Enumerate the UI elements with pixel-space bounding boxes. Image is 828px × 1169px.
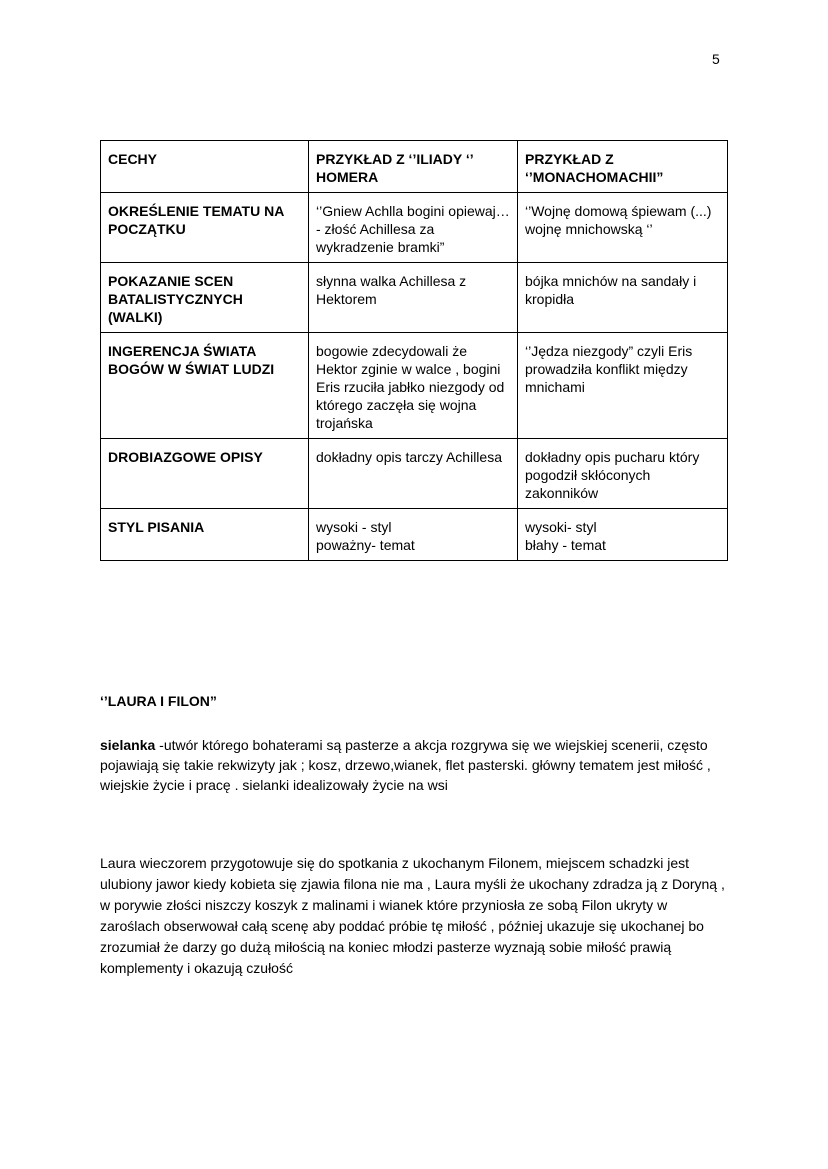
table-row xyxy=(101,263,728,333)
table-header-row xyxy=(101,141,728,193)
feature-cell: POKAZANIE SCEN BATALISTYCZNYCH (WALKI) xyxy=(101,263,309,333)
header-cell-iliad: PRZYKŁAD Z ‘’ILIADY ‘’ HOMERA xyxy=(309,141,518,193)
definition-text: -utwór którego bohaterami są pasterze a akcja rozgrywa się we wiejskiej scenerii, często pojawiają się takie rekwizyty jak ; kosz, drzewo,wianek, flet pasterski. główny tematem jest miłość , wiejskie życie i pracę . sielanki idealizowały życie na wsi xyxy=(100,737,711,793)
feature-cell: INGERENCJA ŚWIATA BOGÓW W ŚWIAT LUDZI xyxy=(101,333,309,439)
monachomachia-example-cell: ‘’Jędza niezgody” czyli Eris prowadziła konflikt między mnichami xyxy=(518,333,728,439)
page-number: 5 xyxy=(712,51,720,67)
monachomachia-example-cell: dokładny opis pucharu który pogodził skłóconych zakonników xyxy=(518,439,728,509)
feature-cell: STYL PISANIA xyxy=(101,509,309,561)
feature-cell: DROBIAZGOWE OPISY xyxy=(101,439,309,509)
iliad-example-cell: bogowie zdecydowali że Hektor zginie w walce , bogini Eris rzuciła jabłko niezgody od którego zaczęła się wojna trojańska xyxy=(309,333,518,439)
theme-line: poważny- temat xyxy=(316,537,415,553)
header-cell-monachomachia: PRZYKŁAD Z ‘’MONACHOMACHII” xyxy=(518,141,728,193)
theme-line: błahy - temat xyxy=(525,537,606,553)
monachomachia-example-cell: bójka mnichów na sandały i kropidła xyxy=(518,263,728,333)
iliad-example-cell: ‘’Gniew Achlla bogini opiewaj… - złość Achillesa za wykradzenie bramki” xyxy=(309,193,518,263)
monachomachia-example-cell: ‘’Wojnę domową śpiewam (...) wojnę mnichowską ‘’ xyxy=(518,193,728,263)
comparison-table xyxy=(100,140,728,561)
definition-paragraph xyxy=(100,735,730,795)
style-line: wysoki- styl xyxy=(525,519,597,535)
table-row xyxy=(101,193,728,263)
feature-cell: OKREŚLENIE TEMATU NA POCZĄTKU xyxy=(101,193,309,263)
definition-term: sielanka xyxy=(100,737,156,753)
monachomachia-example-cell xyxy=(518,509,728,561)
table-row xyxy=(101,509,728,561)
table-row xyxy=(101,439,728,509)
iliad-example-cell: słynna walka Achillesa z Hektorem xyxy=(309,263,518,333)
iliad-example-cell: dokładny opis tarczy Achillesa xyxy=(309,439,518,509)
iliad-example-cell xyxy=(309,509,518,561)
style-line: wysoki - styl xyxy=(316,519,392,535)
header-cell-features: CECHY xyxy=(101,141,309,193)
section-title: ‘’LAURA I FILON” xyxy=(100,693,217,709)
summary-paragraph: Laura wieczorem przygotowuje się do spotkania z ukochanym Filonem, miejscem schadzki jest ulubiony jawor kiedy kobieta się zjawia filona nie ma , Laura myśli że ukochany zdradza ją z Doryną , w porywie złości niszczy koszyk z malinami i wianek które przyniosła ze sobą Filon ukryty w zaroślach obserwował całą scenę aby poddać próbie tę miłość , później ukazuje się ukochanej bo zrozumiał że darzy go dużą miłością na koniec młodzi pasterze wyznają sobie miłość prawią komplementy i okazują czułość xyxy=(100,855,725,976)
table-row xyxy=(101,333,728,439)
